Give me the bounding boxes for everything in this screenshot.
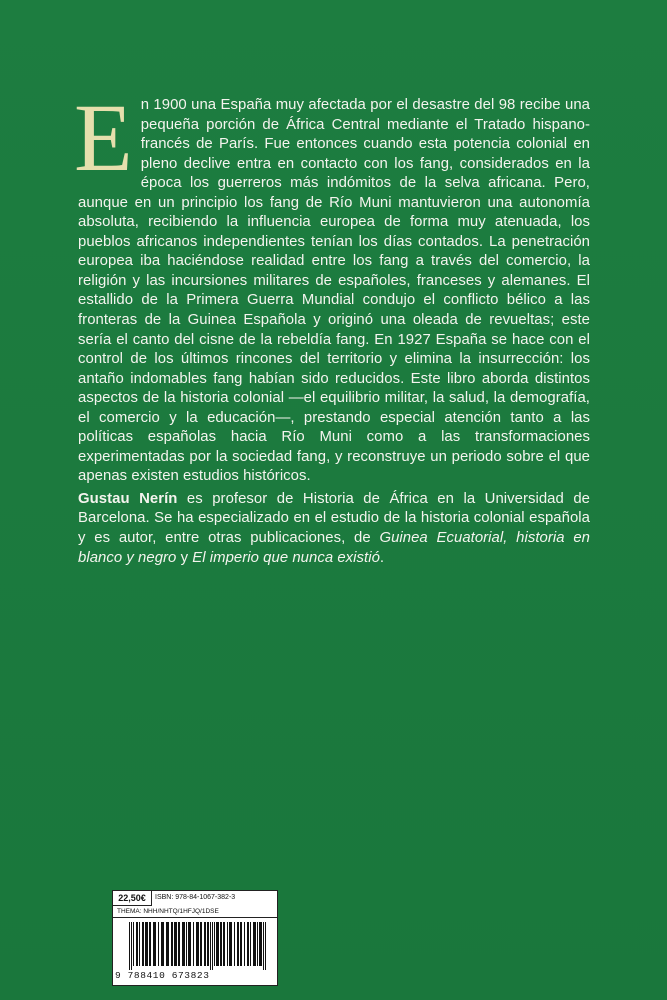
barcode-bar bbox=[265, 922, 266, 970]
barcode-bar bbox=[204, 922, 206, 966]
barcode-bar bbox=[158, 922, 159, 966]
barcode-bar bbox=[136, 922, 138, 966]
barcode-digits: 9 788410 673823 bbox=[115, 970, 210, 981]
barcode-bar bbox=[153, 922, 156, 966]
barcode-bar bbox=[223, 922, 225, 966]
barcode-bar bbox=[259, 922, 262, 966]
barcode-bar bbox=[237, 922, 239, 966]
isbn-text: ISBN: 978-84-1067-382-3 bbox=[155, 894, 236, 901]
barcode-bar bbox=[210, 922, 211, 970]
barcode-bar bbox=[149, 922, 151, 966]
barcode-bar bbox=[129, 922, 130, 970]
barcode-bar bbox=[207, 922, 209, 966]
barcode-bar bbox=[216, 922, 219, 966]
synopsis-paragraph: n 1900 una España muy afectada por el desastre del 98 recibe una pequeña porción de África Central mediante el Tratado hispano-francés de París. Fue entonces cuando esta potencia colonial en pleno declive entra en contacto con los fang, considerados en la época los guerreros más indómitos de la selva africana. Pero, aunque en un principio los fang de Río Muni mantuvieron una autonomía absoluta, recibiendo la influencia europea de forma muy atenuada, los pueblos africanos independientes tenían los días contados. La penetración europea iba haciéndose realidad entre los fang a través del comercio, la religión y las incursiones militares de españoles, franceses y alemanes. El estallido de la Primera Guerra Mundial condujo el conflicto bélico a las fronteras de la Guinea Española y originó una oleada de revueltas; este sería el canto del cisne de la rebeldía fang. En 1927 España se hace con el control de los últimos rincones del territorio y elimina la insurrección: los antaño indomables fang habían sido reducidos. Este libro aborda distintos aspectos de la historia colonial —el equilibrio militar, la salud, la demografía, el comercio y la educación—, prestando especial atención tanto a las políticas españolas hacia Río Muni como a las transformaciones experimentadas por la sociedad fang, y reconstruye un periodo sobre el que apenas existen estudios históricos. bbox=[78, 97, 590, 485]
bio-text-part-1: es profesor de Historia de África en la Universidad de Barcelona. Se ha especializado en el estudio de la historia colonial española y es autor, entre otras publicaciones, de bbox=[78, 490, 590, 547]
barcode-bar bbox=[244, 922, 245, 966]
barcode-bars bbox=[123, 922, 273, 970]
barcode-bar bbox=[214, 922, 215, 966]
barcode-bar bbox=[174, 922, 177, 966]
barcode-bar bbox=[220, 922, 222, 966]
thema-codes: THEMA: NHH/NHTQ/1HFJQ/1DSE bbox=[113, 906, 277, 918]
barcode-bar bbox=[171, 922, 173, 966]
barcode-bar bbox=[240, 922, 242, 966]
bio-text-part-2: y bbox=[176, 549, 193, 566]
price-tag: 22,50€ bbox=[113, 891, 152, 906]
book-title-2: El imperio que nunca existió bbox=[192, 549, 380, 566]
barcode-bar bbox=[186, 922, 187, 966]
synopsis-text-block bbox=[74, 84, 590, 568]
barcode-label bbox=[112, 890, 278, 986]
bio-text-part-3: . bbox=[379, 549, 385, 566]
barcode-bar bbox=[257, 922, 258, 966]
barcode-bar bbox=[188, 922, 191, 966]
drop-cap-letter: E bbox=[74, 84, 133, 191]
barcode-bar bbox=[250, 922, 251, 966]
barcode-bar bbox=[212, 922, 213, 970]
author-name: Gustau Nerín bbox=[78, 490, 178, 507]
barcode-bar bbox=[166, 922, 169, 966]
barcode-bar bbox=[229, 922, 232, 966]
barcode-bar bbox=[200, 922, 202, 966]
author-bio-paragraph bbox=[78, 490, 590, 568]
barcode-bar bbox=[133, 922, 134, 966]
barcode-bar bbox=[247, 922, 249, 966]
barcode-bar bbox=[131, 922, 132, 970]
barcode-bar bbox=[161, 922, 164, 966]
barcode-bar bbox=[178, 922, 180, 966]
book-title-1: Guinea Ecuatorial, historia en blanco y negro bbox=[78, 530, 590, 566]
barcode-bar bbox=[253, 922, 256, 966]
barcode-bar bbox=[263, 922, 264, 970]
barcode-bar bbox=[145, 922, 148, 966]
barcode-bar bbox=[227, 922, 228, 966]
barcode-bar bbox=[139, 922, 140, 966]
barcode-bar bbox=[196, 922, 199, 966]
barcode-bar bbox=[234, 922, 235, 966]
barcode-bar bbox=[182, 922, 185, 966]
barcode-bar bbox=[193, 922, 194, 966]
barcode-bar bbox=[142, 922, 144, 966]
